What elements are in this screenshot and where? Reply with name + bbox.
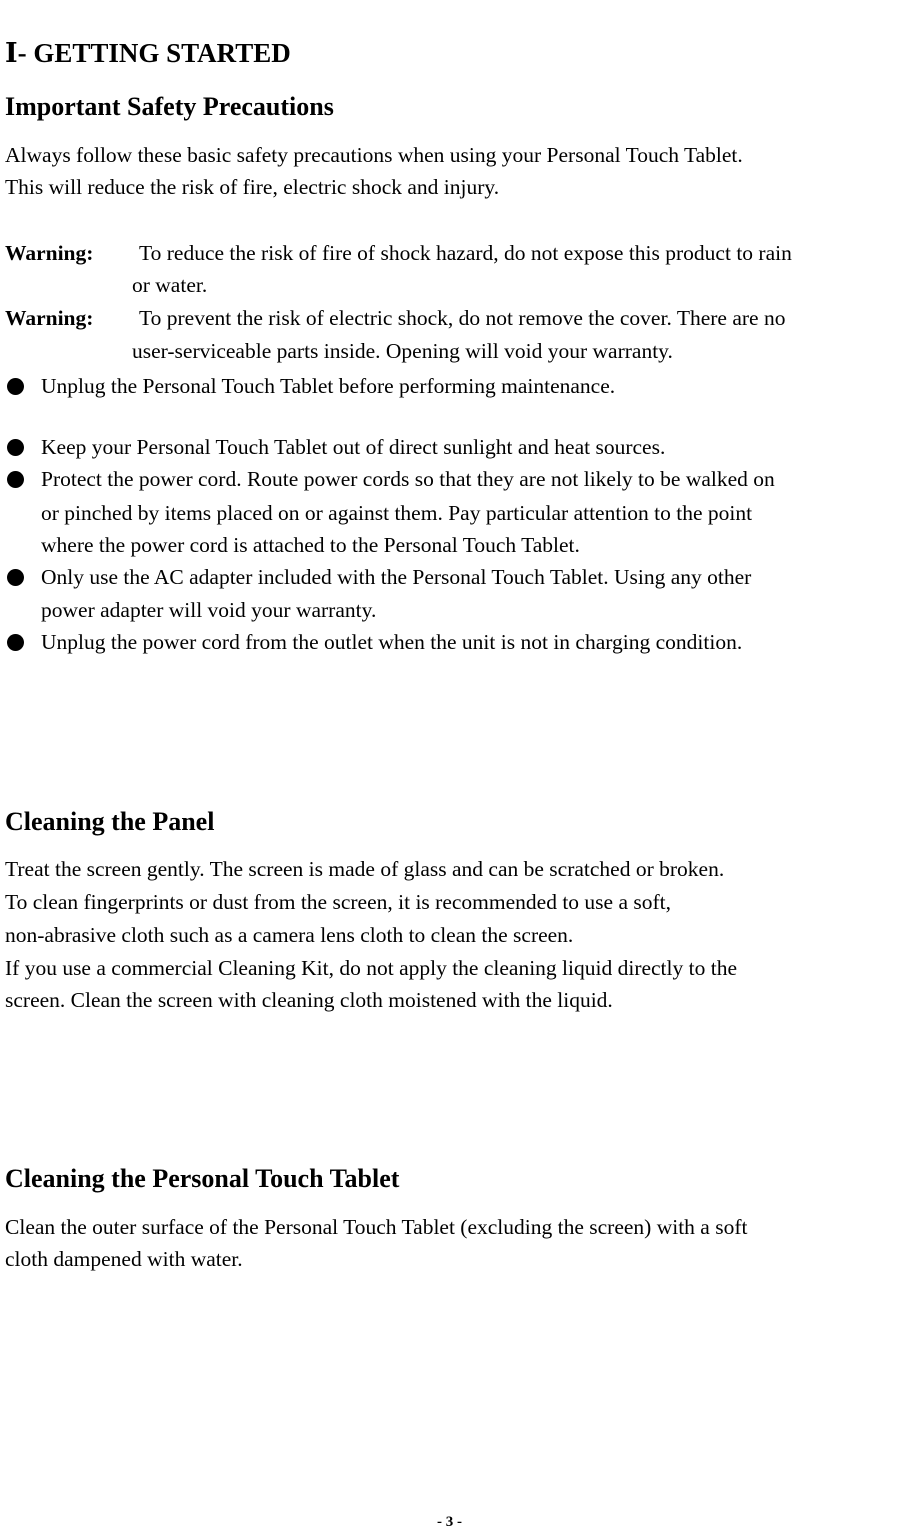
warning-2-label: Warning: (5, 306, 94, 330)
panel-line-4: If you use a commercial Cleaning Kit, do not apply the cleaning liquid directly to the (5, 956, 737, 980)
safety-heading: Important Safety Precautions (5, 92, 334, 121)
warning-1-label: Warning: (5, 241, 94, 265)
bullet-dot-icon (7, 439, 24, 456)
warning-2-line-1: To prevent the risk of electric shock, do not remove the cover. There are no (139, 306, 786, 330)
tablet-line-2: cloth dampened with water. (5, 1247, 243, 1271)
panel-line-3: non-abrasive cloth such as a camera lens cloth to clean the screen. (5, 923, 574, 947)
safety-intro-line-1: Always follow these basic safety precautions when using your Personal Touch Tablet. (5, 143, 743, 167)
bullet-4-line-1: Only use the AC adapter included with the Personal Touch Tablet. Using any other (41, 565, 752, 589)
bullet-3-line-1: Protect the power cord. Route power cords so that they are not likely to be walked on (41, 467, 775, 491)
bullet-1-line-1: Unplug the Personal Touch Tablet before performing maintenance. (41, 374, 616, 398)
panel-heading: Cleaning the Panel (5, 807, 215, 836)
page-number: - 3 - (437, 1514, 462, 1530)
bullet-dot-icon (7, 471, 24, 488)
bullet-dot-icon (7, 569, 24, 586)
tablet-heading: Cleaning the Personal Touch Tablet (5, 1164, 400, 1193)
panel-line-5: screen. Clean the screen with cleaning cloth moistened with the liquid. (5, 988, 613, 1012)
panel-line-2: To clean fingerprints or dust from the screen, it is recommended to use a soft, (5, 890, 671, 914)
warning-1-line-2: or water. (132, 273, 208, 297)
bullet-dot-icon (7, 634, 24, 651)
bullet-4-line-2: power adapter will void your warranty. (41, 598, 377, 622)
bullet-3-line-2: or pinched by items placed on or against them. Pay particular attention to the point (41, 501, 753, 525)
bullet-5-line-1: Unplug the power cord from the outlet when the unit is not in charging condition. (41, 630, 743, 654)
tablet-line-1: Clean the outer surface of the Personal Touch Tablet (excluding the screen) with a soft (5, 1215, 748, 1239)
bullet-2-line-1: Keep your Personal Touch Tablet out of direct sunlight and heat sources. (41, 435, 666, 459)
bullet-dot-icon (7, 378, 24, 395)
section-title: Ⅰ- GETTING STARTED (5, 38, 291, 68)
panel-line-1: Treat the screen gently. The screen is made of glass and can be scratched or broken. (5, 857, 725, 881)
warning-1-line-1: To reduce the risk of fire of shock hazard, do not expose this product to rain (139, 241, 792, 265)
warning-2-line-2: user-serviceable parts inside. Opening will void your warranty. (132, 339, 673, 363)
safety-intro-line-2: This will reduce the risk of fire, electric shock and injury. (5, 175, 500, 199)
bullet-3-line-3: where the power cord is attached to the Personal Touch Tablet. (41, 533, 580, 557)
